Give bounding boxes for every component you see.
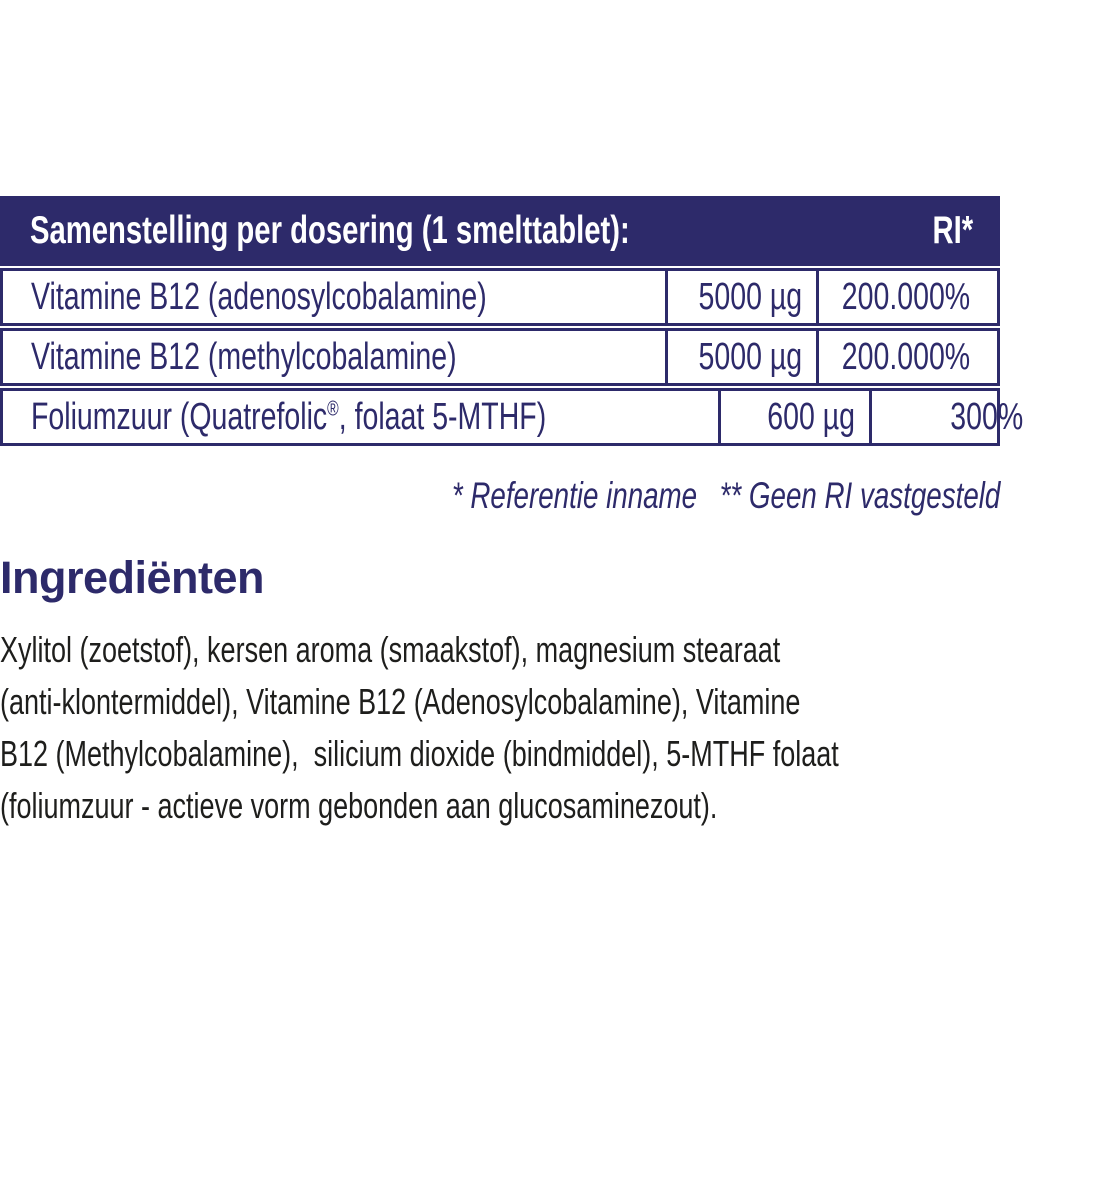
registered-trademark: ® [327, 396, 339, 420]
ri-value: 300% [950, 395, 1023, 438]
ingredients-paragraph [0, 624, 1000, 832]
ri-cell [816, 271, 997, 323]
ingredients-line: (anti-klontermiddel), Vitamine B12 (Adenosylcobalamine), Vitamine [0, 681, 801, 722]
ingredients-heading: Ingrediënten [0, 552, 265, 603]
ingredients-line: (foliumzuur - actieve vorm gebonden aan glucosaminezout). [0, 785, 718, 826]
ingredient-name: Foliumzuur (Quatrefolic®, folaat 5-MTHF) [31, 395, 547, 438]
footnote-no-ri-established: ** Geen RI vastgesteld [719, 475, 1000, 516]
table-row [0, 268, 1000, 326]
supplement-table [0, 196, 1023, 446]
ingredient-name-cell [3, 271, 665, 323]
supplement-label-page [0, 196, 1023, 1196]
ri-column-header: RI* [932, 209, 973, 252]
amount-cell [665, 331, 816, 383]
ingredient-name-cell [3, 331, 665, 383]
ingredient-name-cell [3, 391, 718, 443]
ingredient-name: Vitamine B12 (methylcobalamine) [31, 335, 457, 378]
table-header-title: Samenstelling per dosering (1 smelttablet): [30, 209, 630, 252]
table-footnotes [0, 474, 1000, 518]
ri-cell [869, 391, 1050, 443]
amount-value: 5000 µg [698, 275, 802, 318]
ingredient-name: Vitamine B12 (adenosylcobalamine) [31, 275, 487, 318]
table-header-bar [0, 196, 1000, 266]
table-row [0, 388, 1023, 446]
amount-value: 5000 µg [698, 335, 802, 378]
ingredients-line: Xylitol (zoetstof), kersen aroma (smaakstof), magnesium stearaat [0, 629, 781, 670]
ri-value: 200.000% [841, 275, 970, 318]
footnotes-wrap [451, 474, 1000, 518]
table-row [0, 328, 1000, 386]
ri-value: 200.000% [841, 335, 970, 378]
ri-cell [816, 331, 997, 383]
amount-cell [665, 271, 816, 323]
ingredients-line: B12 (Methylcobalamine), silicium dioxide (bindmiddel), 5-MTHF folaat [0, 733, 839, 774]
footnote-reference-intake: * Referentie inname [451, 475, 697, 516]
amount-value: 600 µg [767, 395, 855, 438]
amount-cell [718, 391, 869, 443]
